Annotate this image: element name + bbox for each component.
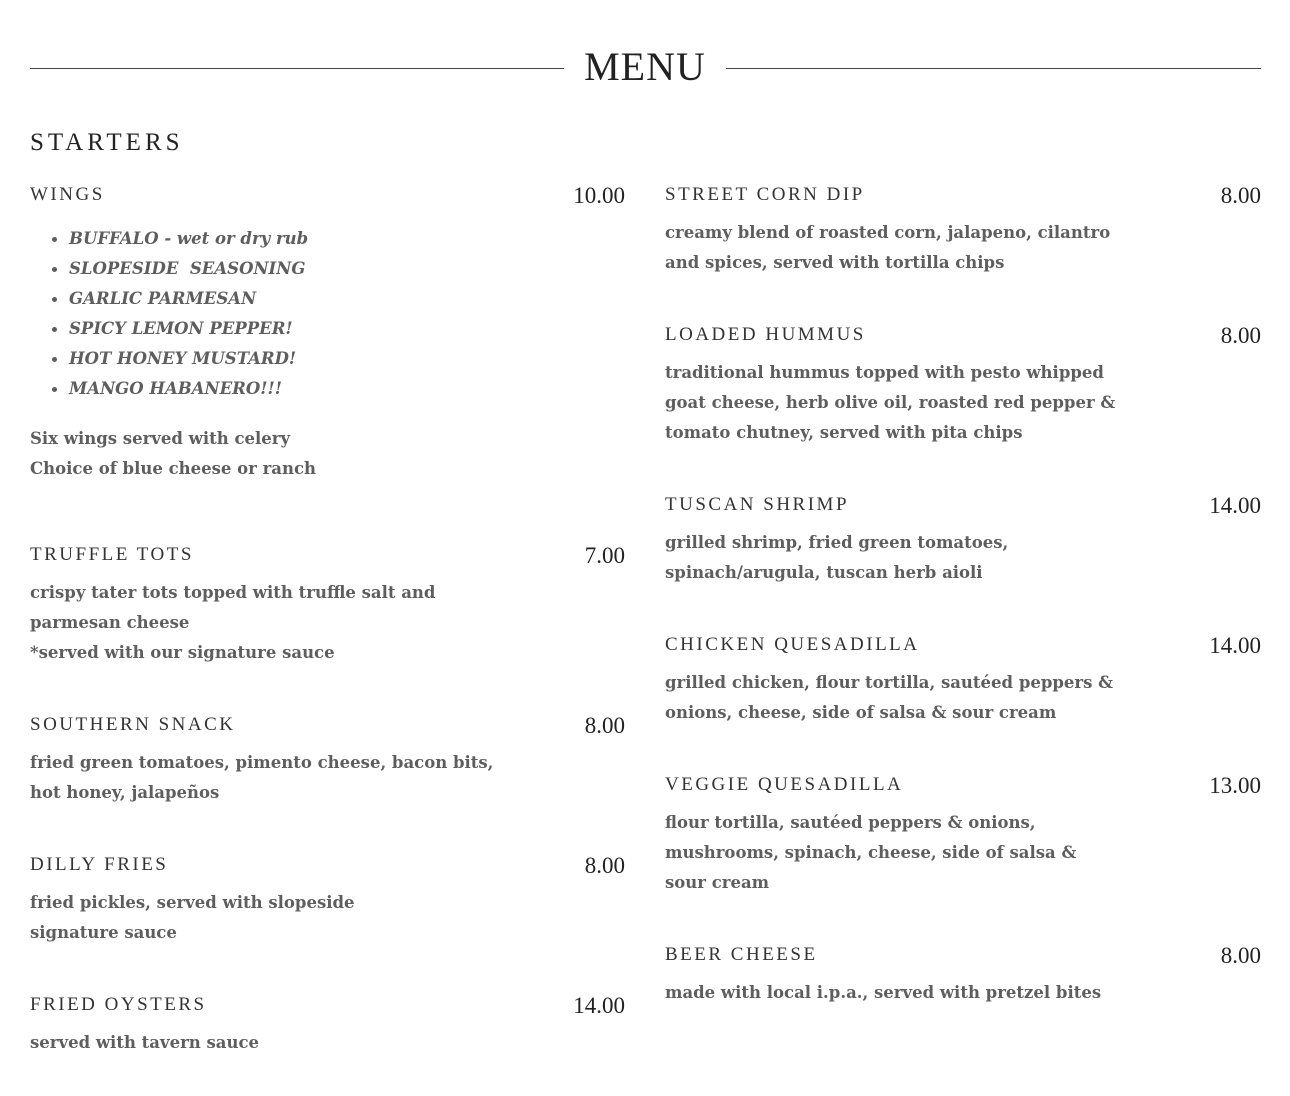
item-description — [665, 218, 1110, 278]
header-rule-right — [726, 68, 1261, 69]
item-description — [665, 808, 1076, 898]
item-name: FRIED OYSTERS — [30, 994, 207, 1015]
menu-item-chicken-quesadilla — [665, 634, 1261, 734]
description-line: mushrooms, spinach, cheese, side of salsa & — [665, 843, 1077, 862]
menu-item-beer-cheese — [665, 944, 1261, 1014]
description-line: grilled shrimp, fried green tomatoes, — [665, 533, 1009, 552]
item-description — [30, 1028, 259, 1058]
header-rule-left — [30, 68, 564, 69]
item-price: 14.00 — [573, 993, 625, 1018]
item-price: 14.00 — [1209, 493, 1261, 518]
description-line: *served with our signature sauce — [30, 643, 335, 662]
description-line: traditional hummus topped with pesto whipped — [665, 363, 1104, 382]
item-price: 7.00 — [584, 543, 625, 568]
item-price: 13.00 — [1209, 773, 1261, 798]
menu-header — [30, 38, 1261, 98]
menu-item-loaded-hummus — [665, 324, 1261, 454]
item-description — [30, 748, 493, 808]
flavor-item: SLOPESIDE SEASONING — [30, 254, 308, 284]
flavor-item: SPICY LEMON PEPPER! — [30, 314, 308, 344]
menu-item-dilly-fries — [30, 854, 625, 954]
flavor-item: BUFFALO - wet or dry rub — [30, 224, 308, 254]
description-line: grilled chicken, flour tortilla, sautéed peppers & — [665, 673, 1114, 692]
flavor-item: MANGO HABANERO!!! — [30, 374, 308, 404]
item-description — [665, 668, 1113, 728]
description-line: fried pickles, served with slopeside — [30, 893, 355, 912]
description-line: hot honey, jalapeños — [30, 783, 220, 802]
description-line: and spices, served with tortilla chips — [665, 253, 1005, 272]
description-line: crispy tater tots topped with truffle salt and — [30, 583, 436, 602]
wings-note-line: Six wings served with celery — [30, 429, 291, 448]
description-line: signature sauce — [30, 923, 177, 942]
description-line: served with tavern sauce — [30, 1033, 260, 1052]
page-title: MENU — [584, 44, 706, 89]
item-name: DILLY FRIES — [30, 854, 169, 875]
wings-note — [30, 424, 316, 484]
item-price: 14.00 — [1209, 633, 1261, 658]
item-name: LOADED HUMMUS — [665, 324, 866, 345]
menu-item-tuscan-shrimp — [665, 494, 1261, 594]
item-name: WINGS — [30, 184, 105, 205]
menu-item-veggie-quesadilla — [665, 774, 1261, 904]
menu-item-southern-snack — [30, 714, 625, 814]
section-title-starters: STARTERS — [30, 129, 184, 156]
item-price: 8.00 — [1220, 323, 1261, 348]
item-price: 10.00 — [573, 183, 625, 208]
item-price: 8.00 — [1220, 183, 1261, 208]
wings-flavor-list — [30, 224, 308, 404]
description-line: sour cream — [665, 873, 770, 892]
item-description — [665, 528, 1008, 588]
item-description — [665, 358, 1115, 448]
menu-item-fried-oysters — [30, 994, 625, 1064]
description-line: onions, cheese, side of salsa & sour cream — [665, 703, 1057, 722]
item-description — [30, 578, 435, 668]
description-line: made with local i.p.a., served with pretzel bites — [665, 983, 1102, 1002]
description-line: flour tortilla, sautéed peppers & onions, — [665, 813, 1036, 832]
item-name: STREET CORN DIP — [665, 184, 865, 205]
flavor-item: HOT HONEY MUSTARD! — [30, 344, 308, 374]
item-name: TRUFFLE TOTS — [30, 544, 194, 565]
item-price: 8.00 — [1220, 943, 1261, 968]
item-description — [665, 978, 1101, 1008]
flavor-item: GARLIC PARMESAN — [30, 284, 308, 314]
menu-item-truffle-tots — [30, 544, 625, 674]
menu-item-wings — [30, 184, 625, 494]
item-name: TUSCAN SHRIMP — [665, 494, 850, 515]
description-line: goat cheese, herb olive oil, roasted red pepper & — [665, 393, 1116, 412]
menu-item-street-corn-dip — [665, 184, 1261, 284]
item-name: SOUTHERN SNACK — [30, 714, 236, 735]
item-name: VEGGIE QUESADILLA — [665, 774, 904, 795]
item-name: BEER CHEESE — [665, 944, 818, 965]
item-name: CHICKEN QUESADILLA — [665, 634, 920, 655]
wings-note-line: Choice of blue cheese or ranch — [30, 459, 317, 478]
description-line: spinach/arugula, tuscan herb aioli — [665, 563, 983, 582]
item-price: 8.00 — [584, 713, 625, 738]
description-line: parmesan cheese — [30, 613, 190, 632]
item-description — [30, 888, 355, 948]
description-line: tomato chutney, served with pita chips — [665, 423, 1023, 442]
description-line: creamy blend of roasted corn, jalapeno, cilantro — [665, 223, 1111, 242]
description-line: fried green tomatoes, pimento cheese, bacon bits, — [30, 753, 494, 772]
item-price: 8.00 — [584, 853, 625, 878]
